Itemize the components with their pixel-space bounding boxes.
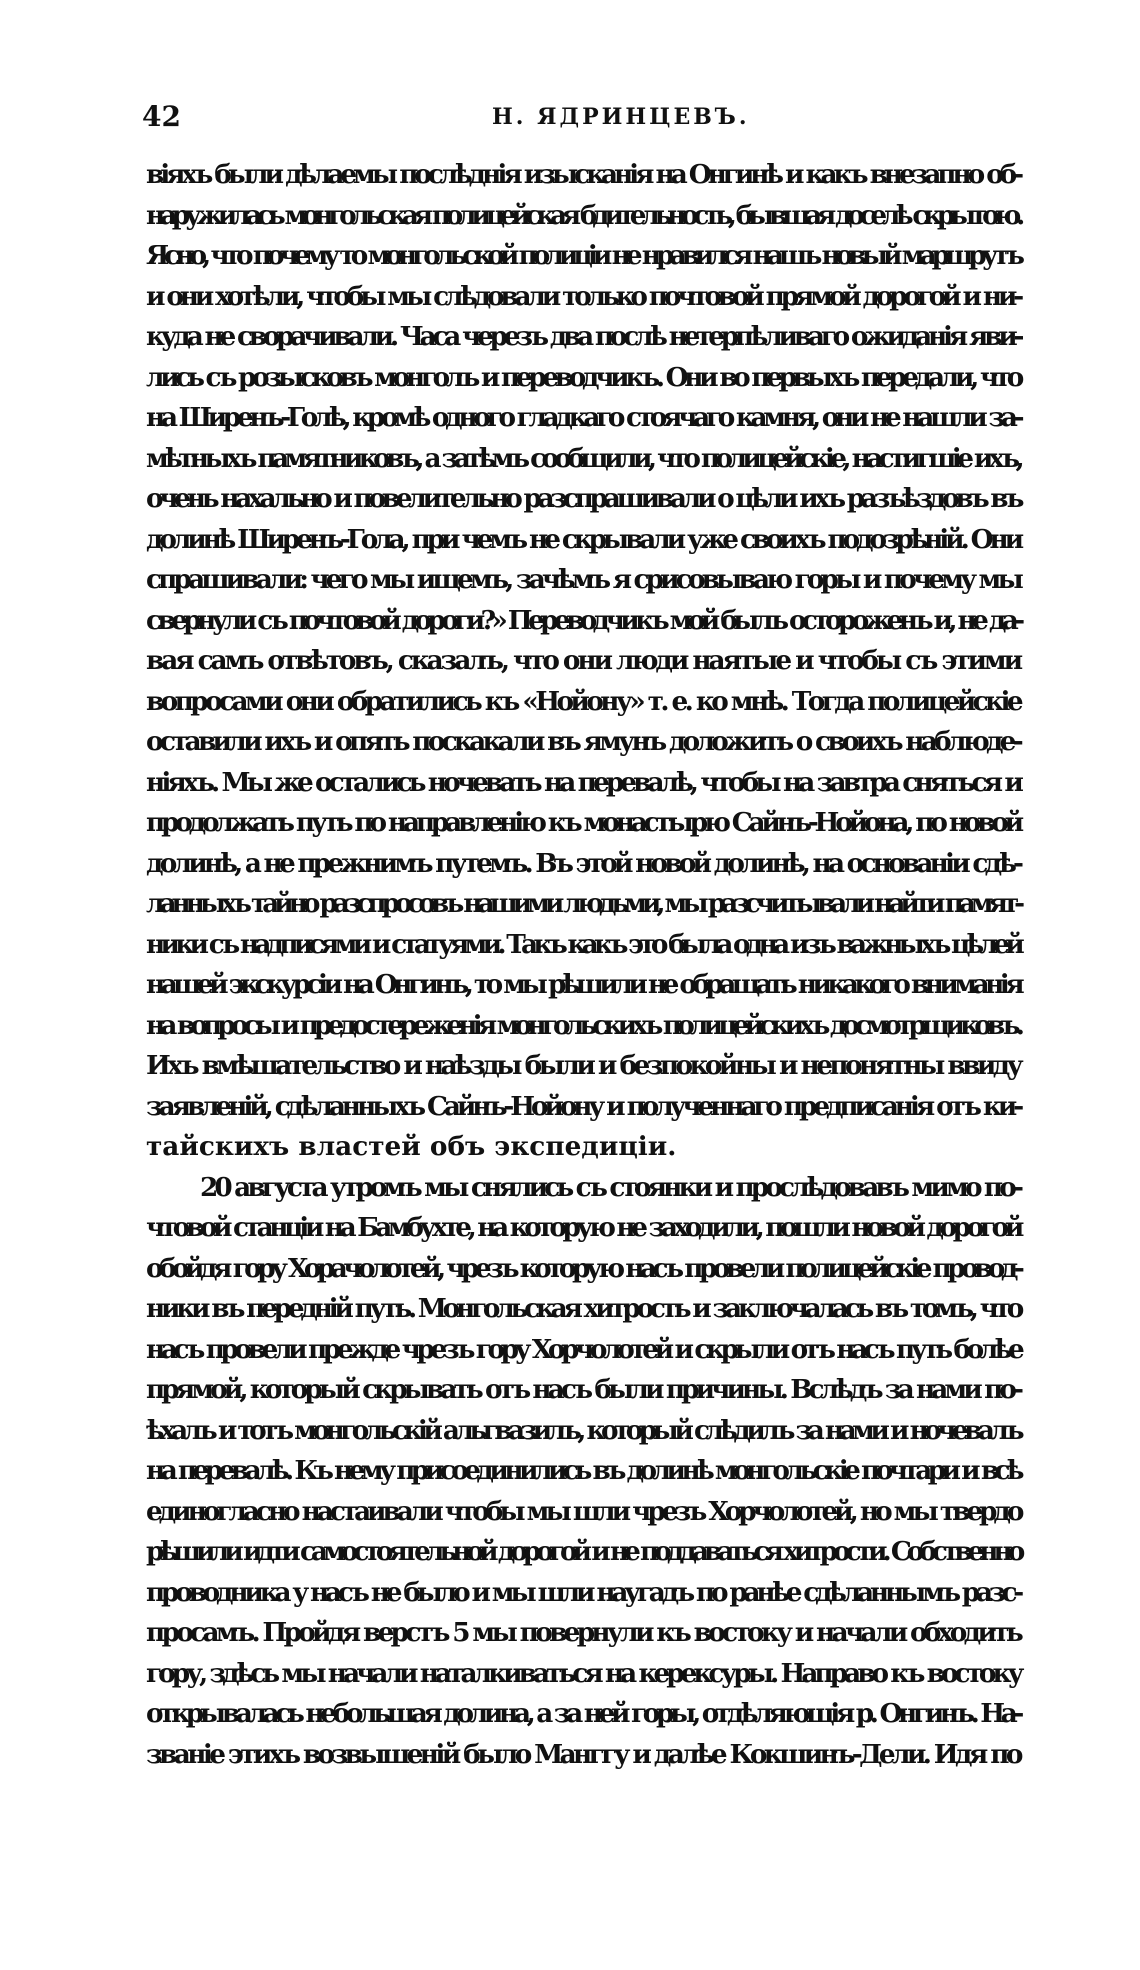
text-line: наружилась монгольская полицейская бдительность, бывшая доселѣ скрытою. — [146, 199, 1020, 231]
text-line: на вопросы и предостереженія монгольскихъ полицейскихъ досмотрщиковъ. — [146, 1009, 1020, 1041]
text-line: ники съ надписями и статуями. Такъ какъ это была одна изъ важныхъ цѣлей — [146, 928, 1020, 960]
text-line: открывалась небольшая долина, а за ней горы, отдѣляющія р. Онгинъ. На- — [146, 1698, 1020, 1729]
text-line: тайскихъ властей объ экспедиціи. — [146, 1131, 677, 1162]
text-line: Ясно, что почему то монгольской полиціи не нравился нашъ новый маршрутъ — [146, 240, 1020, 271]
text-line: вая самъ отвѣтовъ, сказалъ, что они люди наятые и чтобы съ этими — [146, 645, 1021, 676]
text-line: продолжать путь по направленію къ монастырю Сайнъ-Нойона, по новой — [146, 807, 1020, 838]
text-line: спрашивали: чего мы ищемъ, зачѣмъ я срисовываю горы и почему мы — [146, 564, 1020, 595]
text-line: проводника у насъ не было и мы шли наугадъ по ранѣе сдѣланнымъ разс- — [146, 1576, 1020, 1608]
text-line: ланныхъ тайно разспросовъ нашими людьми, мы разсчитывали найти памят- — [146, 888, 1020, 919]
text-line: долинѣ Ширенъ-Гола, при чемъ не скрывали уже своихъ подозрѣній. Они — [146, 523, 1020, 555]
text-line: долинѣ, а не прежнимъ путемъ. Въ этой новой долинѣ, на основаніи сдѣ- — [146, 847, 1021, 879]
text-line: чтовой станціи на Бамбухте, на которую не заходили, пошли новой дорогой — [146, 1212, 1020, 1243]
text-line: на Ширенъ-Голѣ, кромѣ одного гладкаго стоячаго камня, они не нашли за- — [146, 402, 1021, 433]
text-line: гору, здѣсь мы начали наталкиваться на керексуры. Направо къ востоку — [146, 1657, 1021, 1689]
text-line: единогласно настаивали чтобы мы шли чрезъ Хорчолотей, но мы твердо — [146, 1495, 1021, 1527]
text-line: заявленій, сдѣланныхъ Сайнъ-Нойону и полученнаго предписанія отъ ки- — [146, 1090, 1021, 1122]
text-line: свернули съ почтовой дороги?» Переводчикъ мой былъ остороженъ и, не да- — [146, 604, 1021, 636]
text-line: прямой, который скрывать отъ насъ были причины. Вслѣдъ за нами по- — [146, 1374, 1020, 1405]
page-header — [142, 100, 1020, 140]
running-head: Н. ЯДРИНЦЕВЪ. — [492, 104, 750, 130]
text-line: званіе этихъ возвышеній было Манггу и далѣе Кокшинъ-Дели. Идя по — [146, 1738, 1020, 1770]
text-line: обойдя гору Хорачолотей, чрезъ которую насъ провели полицейскіе провод- — [146, 1252, 1021, 1284]
text-line: 20 августа утромъ мы снялись съ стоянки и прослѣдовавъ мимо по- — [200, 1171, 1020, 1203]
text-line: ѣхалъ и тотъ монгольскій альгвазилъ, который слѣдилъ за нами и ночевалъ — [146, 1414, 1020, 1446]
text-line: и они хотѣли, чтобы мы слѣдовали только почтовой прямой дорогой и ни- — [146, 280, 1020, 312]
text-line: просамъ. Пройдя верстъ 5 мы повернули къ востоку и начали обходить — [146, 1617, 1021, 1648]
text-line: ники въ передній путь. Монгольская хитрость и заключалась въ томъ, что — [146, 1293, 1021, 1324]
body-text — [146, 155, 1020, 1775]
paragraph — [146, 1168, 1020, 1776]
text-line: мѣтныхъ памятниковъ, а затѣмъ сообщили, что полицейскіе, настигшіе ихъ, — [146, 442, 1020, 474]
text-line: вопросами они обратились къ «Нойону» т. е. ко мнѣ. Тогда полицейскіе — [146, 685, 1020, 717]
text-line: нашей экскурсіи на Онгинъ, то мы рѣшили не обращать никакого вниманія — [146, 969, 1021, 1000]
text-line: насъ провели прежде чрезъ гору Хорчолотей и скрыли отъ насъ путь болѣе — [146, 1333, 1021, 1365]
text-line: лись съ розысковъ монголъ и переводчикъ. Они во первыхъ передали, что — [146, 361, 1020, 393]
text-line: ніяхъ. Мы же остались ночевать на перевалѣ, чтобы на завтра сняться и — [146, 766, 1020, 798]
text-line: куда не сворачивали. Часа черезъ два послѣ нетерпѣливаго ожиданія яви- — [146, 321, 1021, 352]
text-line: Ихъ вмѣшательство и наѣзды были и безпокойны и непонятны ввиду — [146, 1050, 1020, 1081]
paragraph — [146, 155, 1020, 1168]
text-line: на перевалѣ. Къ нему присоединились въ долинѣ монгольскіе почтари и всѣ — [146, 1455, 1020, 1486]
page-number: 42 — [142, 100, 181, 133]
text-line: оставили ихъ и опять поскакали въ ямунъ доложить о своихъ наблюде- — [146, 726, 1020, 757]
text-line: очень нахально и повелительно разспрашивали о цѣли ихъ разъѣздовъ въ — [146, 483, 1021, 514]
text-line: віяхъ были дѣлаемы послѣднія изысканія на Онгинѣ и какъ внезапно об- — [146, 159, 1020, 190]
text-line: рѣшили идти самостоятельной дорогой и не поддаваться хитрости. Собственно — [146, 1536, 1021, 1567]
